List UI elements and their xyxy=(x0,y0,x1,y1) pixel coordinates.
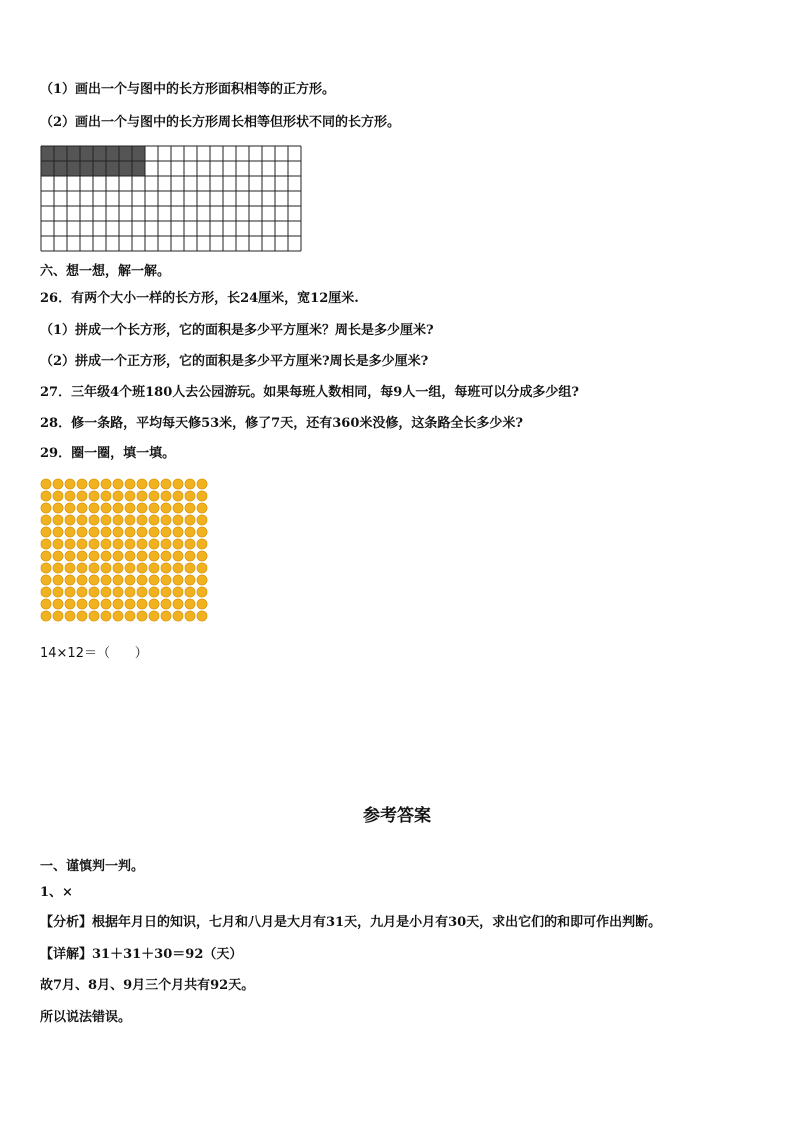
dot xyxy=(173,611,183,621)
dot xyxy=(53,479,63,489)
dot xyxy=(197,599,207,609)
dot xyxy=(89,479,99,489)
dot xyxy=(77,479,87,489)
dots-svg xyxy=(40,478,212,626)
dot xyxy=(137,515,147,525)
dot xyxy=(89,599,99,609)
dot xyxy=(161,491,171,501)
dot xyxy=(173,515,183,525)
dot xyxy=(41,563,51,573)
dot xyxy=(137,575,147,585)
dot xyxy=(185,587,195,597)
dot xyxy=(53,587,63,597)
answer-conclusion-1: 故7月、8月、9月三个月共有92天。 xyxy=(40,978,255,993)
dot xyxy=(89,527,99,537)
dot xyxy=(197,587,207,597)
answer-section-1-title: 一、谨慎判一判。 xyxy=(40,859,145,874)
dot xyxy=(149,527,159,537)
dot xyxy=(65,479,75,489)
dot xyxy=(149,539,159,549)
dot xyxy=(77,599,87,609)
dot xyxy=(89,563,99,573)
dot xyxy=(137,563,147,573)
dot xyxy=(197,503,207,513)
dot xyxy=(173,563,183,573)
grid-svg xyxy=(40,145,302,252)
dot xyxy=(125,515,135,525)
dot xyxy=(113,587,123,597)
dot xyxy=(137,503,147,513)
dot xyxy=(41,515,51,525)
dot xyxy=(137,551,147,561)
dot xyxy=(161,599,171,609)
dot xyxy=(149,575,159,585)
dot xyxy=(125,611,135,621)
dot xyxy=(185,503,195,513)
dot xyxy=(101,539,111,549)
dot xyxy=(185,515,195,525)
dot xyxy=(77,563,87,573)
dot xyxy=(53,503,63,513)
dot xyxy=(185,527,195,537)
dot xyxy=(113,515,123,525)
dot xyxy=(137,611,147,621)
dot xyxy=(113,503,123,513)
dot xyxy=(125,539,135,549)
dot xyxy=(113,599,123,609)
dot xyxy=(89,611,99,621)
dot xyxy=(65,503,75,513)
dot xyxy=(65,575,75,585)
dot xyxy=(149,515,159,525)
dot xyxy=(101,563,111,573)
dot xyxy=(65,539,75,549)
dot xyxy=(41,575,51,585)
dot xyxy=(185,575,195,585)
dot xyxy=(125,527,135,537)
dot xyxy=(149,563,159,573)
dot xyxy=(101,527,111,537)
dot xyxy=(173,527,183,537)
dot xyxy=(101,575,111,585)
dot xyxy=(113,527,123,537)
dot xyxy=(101,515,111,525)
dot xyxy=(77,503,87,513)
dot xyxy=(149,587,159,597)
dot xyxy=(173,491,183,501)
dot xyxy=(173,479,183,489)
dot xyxy=(53,515,63,525)
dot xyxy=(137,479,147,489)
dot xyxy=(53,491,63,501)
dot xyxy=(197,575,207,585)
dot xyxy=(161,611,171,621)
dot xyxy=(173,599,183,609)
dot xyxy=(41,503,51,513)
dot xyxy=(125,503,135,513)
dot xyxy=(197,539,207,549)
question-26-part-1: （1）拼成一个长方形，它的面积是多少平方厘米？周长是多少厘米? xyxy=(40,323,434,338)
dot xyxy=(65,563,75,573)
dot xyxy=(65,587,75,597)
dot xyxy=(185,563,195,573)
dot xyxy=(41,551,51,561)
question-26: 26．有两个大小一样的长方形，长24厘米，宽12厘米. xyxy=(40,291,359,306)
dot xyxy=(125,551,135,561)
dot xyxy=(161,527,171,537)
dot xyxy=(77,611,87,621)
dot xyxy=(65,599,75,609)
dot xyxy=(41,479,51,489)
dot xyxy=(65,491,75,501)
dot xyxy=(101,551,111,561)
dot xyxy=(137,527,147,537)
question-26-part-2: （2）拼成一个正方形，它的面积是多少平方厘米?周长是多少厘米? xyxy=(40,354,429,369)
dot xyxy=(113,551,123,561)
dot xyxy=(149,611,159,621)
dot xyxy=(161,503,171,513)
dot xyxy=(137,599,147,609)
dot xyxy=(113,491,123,501)
dot xyxy=(185,539,195,549)
dot xyxy=(41,587,51,597)
dot xyxy=(161,587,171,597)
dot xyxy=(149,599,159,609)
question-part-1: （1）画出一个与图中的长方形面积相等的正方形。 xyxy=(40,82,336,97)
dot xyxy=(197,551,207,561)
question-part-2: （2）画出一个与图中的长方形周长相等但形状不同的长方形。 xyxy=(40,115,401,130)
question-27: 27．三年级4个班180人去公园游玩。如果每班人数相同，每9人一组，每班可以分成多少组? xyxy=(40,385,579,400)
dot xyxy=(125,575,135,585)
dot xyxy=(185,551,195,561)
answer-conclusion-2: 所以说法错误。 xyxy=(40,1010,132,1025)
question-29: 29．圈一圈，填一填。 xyxy=(40,446,176,461)
dot xyxy=(161,551,171,561)
dot xyxy=(185,479,195,489)
dot xyxy=(53,575,63,585)
dot xyxy=(89,491,99,501)
dot xyxy=(53,599,63,609)
dot xyxy=(101,587,111,597)
dot xyxy=(161,575,171,585)
dot xyxy=(173,551,183,561)
dot xyxy=(185,599,195,609)
dot xyxy=(113,575,123,585)
dot xyxy=(161,539,171,549)
dot xyxy=(125,479,135,489)
dot xyxy=(149,479,159,489)
dot xyxy=(113,611,123,621)
dot xyxy=(173,503,183,513)
square-grid-figure xyxy=(40,145,302,252)
dot xyxy=(41,611,51,621)
dot xyxy=(77,551,87,561)
dot xyxy=(185,611,195,621)
dot xyxy=(161,479,171,489)
dot xyxy=(197,527,207,537)
dot xyxy=(77,527,87,537)
dot xyxy=(125,563,135,573)
dot xyxy=(197,515,207,525)
dot xyxy=(65,515,75,525)
dot xyxy=(149,551,159,561)
dot xyxy=(185,491,195,501)
dot xyxy=(149,491,159,501)
answer-key-heading: 参考答案 xyxy=(363,806,431,826)
dot xyxy=(53,527,63,537)
dot xyxy=(41,491,51,501)
dot xyxy=(101,491,111,501)
dot xyxy=(77,515,87,525)
dot xyxy=(101,599,111,609)
dot xyxy=(173,539,183,549)
dot xyxy=(113,479,123,489)
dot xyxy=(197,563,207,573)
dot xyxy=(101,479,111,489)
dot xyxy=(197,479,207,489)
dot xyxy=(89,503,99,513)
dot xyxy=(173,575,183,585)
answer-item-1: 1、× xyxy=(40,885,73,900)
dot xyxy=(161,563,171,573)
dot xyxy=(41,599,51,609)
multiplication-blank: 14×12＝（ ） xyxy=(40,646,148,661)
dot xyxy=(113,563,123,573)
dot xyxy=(125,599,135,609)
dot xyxy=(173,587,183,597)
dot xyxy=(77,575,87,585)
dot-array-figure xyxy=(40,478,212,626)
dot xyxy=(41,527,51,537)
dot xyxy=(101,611,111,621)
dot xyxy=(137,587,147,597)
dot xyxy=(89,551,99,561)
dot xyxy=(161,515,171,525)
dot xyxy=(197,611,207,621)
dot xyxy=(65,551,75,561)
question-28: 28．修一条路，平均每天修53米，修了7天，还有360米没修，这条路全长多少米? xyxy=(40,416,523,431)
dot xyxy=(89,539,99,549)
dot xyxy=(149,503,159,513)
dot xyxy=(77,587,87,597)
dot xyxy=(77,491,87,501)
dot xyxy=(53,551,63,561)
dot xyxy=(101,503,111,513)
dot xyxy=(53,611,63,621)
dot xyxy=(197,491,207,501)
section-6-title: 六、想一想，解一解。 xyxy=(40,264,171,279)
dot xyxy=(89,575,99,585)
dot xyxy=(65,527,75,537)
dot xyxy=(137,491,147,501)
dot xyxy=(53,539,63,549)
dot xyxy=(65,611,75,621)
dot xyxy=(89,587,99,597)
dot xyxy=(89,515,99,525)
dot xyxy=(113,539,123,549)
dot xyxy=(77,539,87,549)
dot xyxy=(137,539,147,549)
dot xyxy=(125,587,135,597)
dot xyxy=(41,539,51,549)
answer-detail: 【详解】31＋31＋30＝92（天） xyxy=(40,947,243,962)
dot xyxy=(125,491,135,501)
answer-analysis: 【分析】根据年月日的知识，七月和八月是大月有31天，九月是小月有30天，求出它们的和即可作出判断。 xyxy=(40,915,662,930)
dot xyxy=(53,563,63,573)
